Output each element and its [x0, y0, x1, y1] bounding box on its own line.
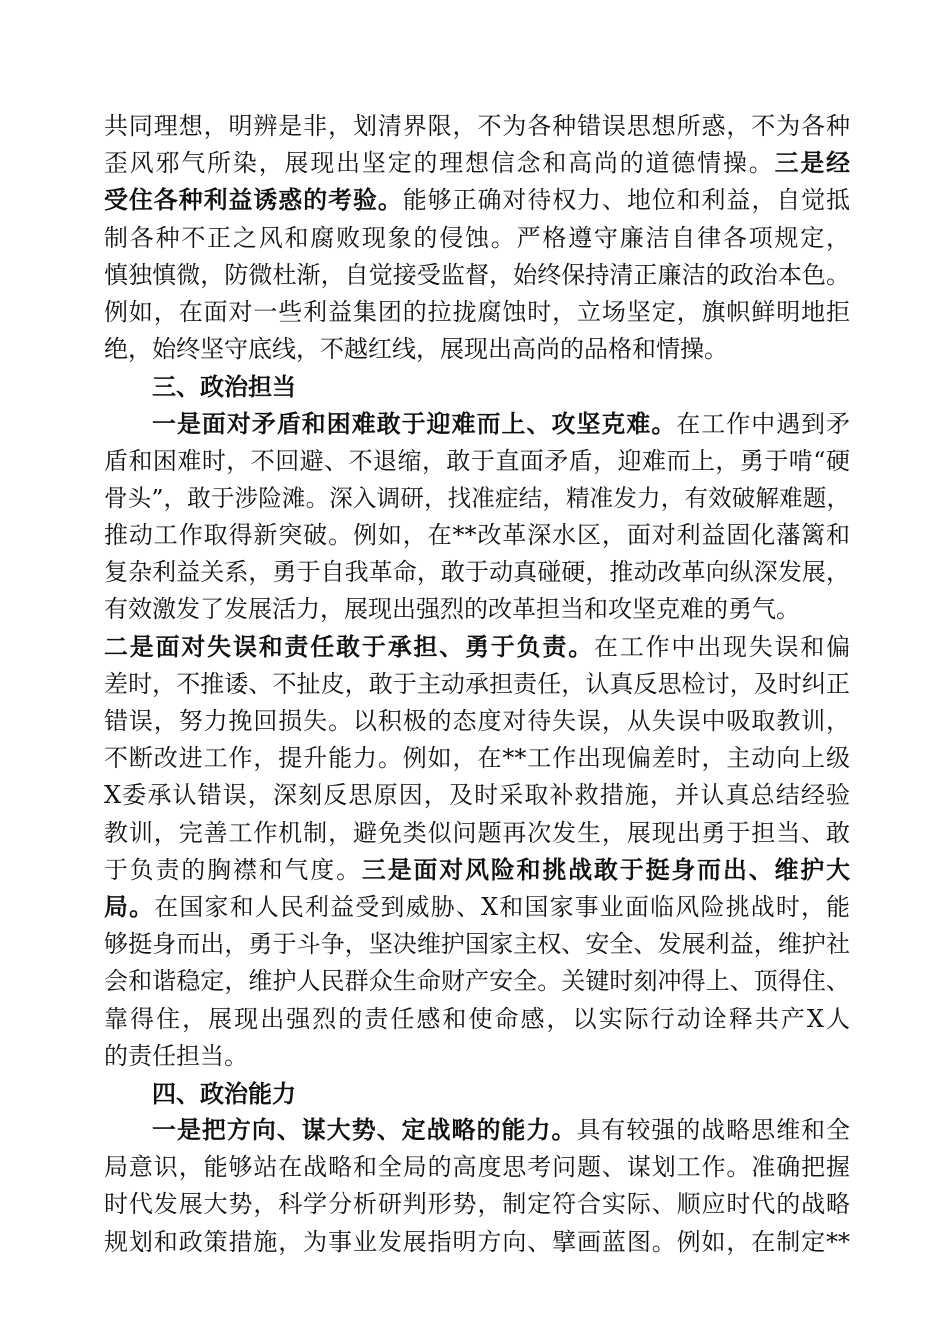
body-line	[104, 182, 850, 219]
body-line	[104, 1112, 850, 1149]
body-line	[104, 294, 850, 331]
text-run: 有效激发了发展活力，展现出强烈的改革担当和攻坚克难的勇气。	[104, 595, 800, 624]
text-run: 在工作中遇到矛	[676, 409, 850, 438]
text-run: 能够正确对待权力、地位和利益，自觉抵	[402, 186, 850, 215]
body-line	[104, 1186, 850, 1223]
body-line	[104, 777, 850, 814]
body-line	[104, 406, 850, 443]
text-run: 推动工作取得新突破。例如，在**改革深水区，面对利益固化藩篱和	[104, 521, 850, 550]
bold-lead-sentence: 三是经	[774, 149, 850, 178]
body-line	[104, 591, 850, 628]
body-line	[104, 703, 850, 740]
body-line	[104, 815, 850, 852]
text-run: X委承认错误，深刻反思原因，及时采取补救措施，并认真总结经验	[104, 781, 850, 810]
section-heading-text: 四、政治能力	[152, 1078, 296, 1108]
body-line	[104, 145, 850, 182]
body-line	[104, 852, 850, 889]
text-run: 局意识，能够站在战略和全局的高度思考问题、谋划工作。准确把握	[104, 1153, 850, 1182]
bold-lead-sentence: 受住各种利益诱惑的考验。	[104, 186, 403, 215]
body-line	[104, 220, 850, 257]
bold-lead-sentence: 一是面对矛盾和困难敢于迎难而上、攻坚克难。	[152, 409, 677, 438]
text-run: 共同理想，明辨是非，划清界限，不为各种错误思想所惑，不为各种	[104, 112, 850, 140]
body-line	[104, 517, 850, 554]
body-line	[104, 740, 850, 777]
text-run: 规划和政策措施，为事业发展指明方向、擘画蓝图。例如，在制定**	[104, 1227, 850, 1256]
text-run: 于负责的胸襟和气度。	[104, 855, 362, 884]
body-line	[104, 666, 850, 703]
bold-lead-sentence: 三是面对风险和挑战敢于挺身而出、维护大	[361, 855, 850, 884]
section-heading	[104, 1075, 850, 1112]
text-run: 在工作中出现失误和偏	[594, 632, 850, 661]
text-run: 错误，努力挽回损失。以积极的态度对待失误，从失误中吸取教训，	[104, 707, 850, 735]
body-line	[104, 926, 850, 963]
text-run: 时代发展大势，科学分析研判形势，制定符合实际、顺应时代的战略	[104, 1190, 850, 1219]
body-line	[104, 480, 850, 517]
bold-lead-sentence: 局。	[104, 892, 155, 921]
text-run: 在国家和人民利益受到威胁、X和国家事业面临风险挑战时，能	[154, 892, 850, 921]
body-line	[104, 1149, 850, 1186]
text-run: 例如，在面对一些利益集团的拉拢腐蚀时，立场坚定，旗帜鲜明地拒	[104, 297, 850, 326]
text-run: 的责任担当。	[104, 1041, 248, 1070]
body-line	[104, 1038, 850, 1075]
text-run: 会和谐稳定，维护人民群众生命财产安全。关键时刻冲得上、顶得住、	[104, 967, 850, 996]
text-run: 具有较强的战略思维和全	[576, 1116, 850, 1145]
body-line	[104, 443, 850, 480]
body-line	[104, 1224, 850, 1261]
text-run: 歪风邪气所染，展现出坚定的理想信念和高尚的道德情操。	[104, 149, 775, 178]
section-heading-text: 三、政治担当	[152, 372, 296, 402]
text-run: 盾和困难时，不回避、不退缩，敢于直面矛盾，迎难而上，勇于啃“硬	[104, 446, 850, 475]
section-heading	[104, 368, 850, 405]
body-line	[104, 629, 850, 666]
body-line	[104, 554, 850, 591]
bold-lead-sentence: 一是把方向、谋大势、定战略的能力。	[152, 1116, 577, 1145]
text-run: 复杂利益关系，勇于自我革命，敢于动真碰硬，推动改革向纵深发展，	[104, 558, 850, 587]
text-run: 差时，不推诿、不扯皮，敢于主动承担责任，认真反思检讨，及时纠正	[104, 669, 850, 698]
text-run: 慎独慎微，防微杜渐，自觉接受监督，始终保持清正廉洁的政治本色。	[104, 260, 850, 289]
text-run: 骨头”，敢于涉险滩。深入调研，找准症结，精准发力，有效破解难题，	[104, 483, 850, 512]
body-line	[104, 1001, 850, 1038]
text-run: 制各种不正之风和腐败现象的侵蚀。严格遵守廉洁自律各项规定，	[104, 223, 850, 252]
body-line	[104, 889, 850, 926]
body-line	[104, 108, 850, 145]
body-line	[104, 257, 850, 294]
document-page	[104, 108, 850, 1261]
body-line	[104, 963, 850, 1000]
body-line	[104, 331, 850, 368]
text-run: 教训，完善工作机制，避免类似问题再次发生，展现出勇于担当、敢	[104, 818, 850, 847]
text-run: 够挺身而出，勇于斗争，坚决维护国家主权、安全、发展利益，维护社	[104, 930, 850, 959]
text-run: 不断改进工作，提升能力。例如，在**工作出现偏差时，主动向上级	[104, 744, 850, 773]
text-run: 绝，始终坚守底线，不越红线，展现出高尚的品格和情操。	[104, 335, 728, 364]
bold-lead-sentence: 二是面对失误和责任敢于承担、勇于负责。	[104, 632, 595, 661]
text-run: 靠得住，展现出强烈的责任感和使命感，以实际行动诠释共产X人	[104, 1004, 850, 1033]
